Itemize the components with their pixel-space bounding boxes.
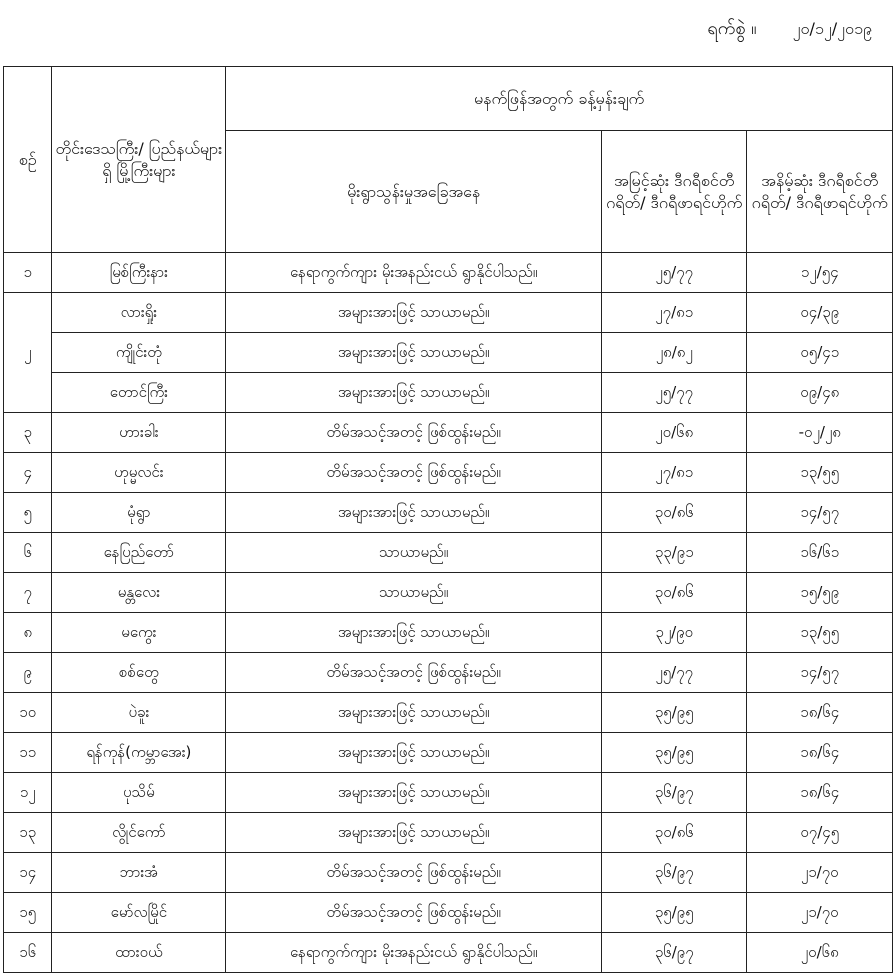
row-serial: ၁၅ bbox=[4, 893, 52, 933]
row-city: လွိုင်ကော် bbox=[52, 813, 226, 853]
row-city: မော်လမြိုင် bbox=[52, 893, 226, 933]
row-city: ဟုမ္မလင်း bbox=[52, 453, 226, 493]
row-min-temp: ၁၅/၅၉ bbox=[747, 573, 893, 613]
table-row bbox=[4, 453, 893, 493]
date-label: ရက်စွဲ ။ bbox=[707, 18, 757, 39]
header-condition: မိုးရွာသွန်းမှုအခြေအနေ bbox=[226, 131, 602, 253]
row-serial: ၉ bbox=[4, 653, 52, 693]
row-min-temp: -၀၂/၂၈ bbox=[747, 413, 893, 453]
row-city: မန္တလေး bbox=[52, 573, 226, 613]
row-serial: ၁၄ bbox=[4, 853, 52, 893]
table-row bbox=[4, 613, 893, 653]
row-min-temp: ၀၄/၃၉ bbox=[747, 293, 893, 333]
row-city: စစ်တွေ bbox=[52, 653, 226, 693]
row-min-temp: ၁၆/၆၁ bbox=[747, 533, 893, 573]
row-serial: ၈ bbox=[4, 613, 52, 653]
row-serial: ၅ bbox=[4, 493, 52, 533]
table-row bbox=[4, 853, 893, 893]
row-max-temp: ၃၅/၉၅ bbox=[602, 693, 747, 733]
row-city: ထားဝယ် bbox=[52, 933, 226, 973]
row-serial: ၃ bbox=[4, 413, 52, 453]
row-max-temp: ၂၅/၇၇ bbox=[602, 373, 747, 413]
row-condition: အများအားဖြင့် သာယာမည်။ bbox=[226, 773, 602, 813]
row-max-temp: ၃၀/၈၆ bbox=[602, 813, 747, 853]
row-city: ပဲခူး bbox=[52, 693, 226, 733]
row-city: ပုသိမ် bbox=[52, 773, 226, 813]
header-city: တိုင်းဒေသကြီး/ ပြည်နယ်များရှိ မြို့ကြီးများ bbox=[52, 67, 226, 253]
header-min-temp: အနိမ့်ဆုံး ဒီဂရီစင်တီဂရိတ်/ ဒီဂရီဖာရင်ဟိုက် bbox=[747, 131, 893, 253]
table-row bbox=[4, 733, 893, 773]
row-min-temp: ၂၀/၆၈ bbox=[747, 933, 893, 973]
table-row bbox=[4, 333, 893, 373]
row-max-temp: ၂၈/၈၂ bbox=[602, 333, 747, 373]
row-min-temp: ၁၈/၆၄ bbox=[747, 733, 893, 773]
row-condition: နေရာကွက်ကျား မိုးအနည်းငယ် ရွာနိုင်ပါသည်။ bbox=[226, 253, 602, 293]
row-condition: နေရာကွက်ကျား မိုးအနည်းငယ် ရွာနိုင်ပါသည်။ bbox=[226, 933, 602, 973]
table-row bbox=[4, 653, 893, 693]
table-row bbox=[4, 893, 893, 933]
row-min-temp: ၁၃/၅၅ bbox=[747, 453, 893, 493]
table-row bbox=[4, 413, 893, 453]
row-city: မြစ်ကြီးနား bbox=[52, 253, 226, 293]
row-max-temp: ၃၆/၉၇ bbox=[602, 773, 747, 813]
row-max-temp: ၂၅/၇၇ bbox=[602, 653, 747, 693]
row-condition: တိမ်အသင့်အတင့် ဖြစ်ထွန်းမည်။ bbox=[226, 413, 602, 453]
row-condition: သာယာမည်။ bbox=[226, 573, 602, 613]
row-city: နေပြည်တော် bbox=[52, 533, 226, 573]
row-min-temp: ၁၃/၅၅ bbox=[747, 613, 893, 653]
report-date bbox=[707, 16, 872, 43]
row-serial: ၆ bbox=[4, 533, 52, 573]
row-max-temp: ၃၂/၉၀ bbox=[602, 613, 747, 653]
row-min-temp: ၀၉/၄၈ bbox=[747, 373, 893, 413]
table-row bbox=[4, 533, 893, 573]
row-city: မကွေး bbox=[52, 613, 226, 653]
table-row bbox=[4, 813, 893, 853]
row-max-temp: ၃၅/၉၅ bbox=[602, 893, 747, 933]
header-max-temp: အမြင့်ဆုံး ဒီဂရီစင်တီဂရိတ်/ ဒီဂရီဖာရင်ဟိုက် bbox=[602, 131, 747, 253]
row-serial: ၁၂ bbox=[4, 773, 52, 813]
row-max-temp: ၃၀/၈၆ bbox=[602, 573, 747, 613]
table-row bbox=[4, 573, 893, 613]
row-serial: ၁၀ bbox=[4, 693, 52, 733]
row-min-temp: ၂၁/၇၀ bbox=[747, 893, 893, 933]
row-serial: ၄ bbox=[4, 453, 52, 493]
row-max-temp: ၃၆/၉၇ bbox=[602, 853, 747, 893]
row-max-temp: ၂၇/၈၁ bbox=[602, 453, 747, 493]
row-city: ကျိုင်းတုံ bbox=[52, 333, 226, 373]
row-min-temp: ၂၁/၇၀ bbox=[747, 853, 893, 893]
row-condition: အများအားဖြင့် သာယာမည်။ bbox=[226, 373, 602, 413]
row-city: တောင်ကြီး bbox=[52, 373, 226, 413]
row-min-temp: ၁၄/၅၇ bbox=[747, 653, 893, 693]
table-row bbox=[4, 933, 893, 973]
row-condition: သာယာမည်။ bbox=[226, 533, 602, 573]
row-serial: ၁ bbox=[4, 253, 52, 293]
row-city: ဟားခါး bbox=[52, 413, 226, 453]
row-serial: ၂ bbox=[4, 293, 52, 413]
row-condition: အများအားဖြင့် သာယာမည်။ bbox=[226, 293, 602, 333]
row-serial: ၇ bbox=[4, 573, 52, 613]
table-row bbox=[4, 293, 893, 333]
row-condition: တိမ်အသင့်အတင့် ဖြစ်ထွန်းမည်။ bbox=[226, 853, 602, 893]
row-city: ရန်ကုန်(ကမ္ဘာအေး) bbox=[52, 733, 226, 773]
row-serial: ၁၆ bbox=[4, 933, 52, 973]
row-max-temp: ၂၅/၇၇ bbox=[602, 253, 747, 293]
table-row bbox=[4, 373, 893, 413]
row-condition: တိမ်အသင့်အတင့် ဖြစ်ထွန်းမည်။ bbox=[226, 893, 602, 933]
date-value: ၂၀/၁၂/၂၀၁၉ bbox=[792, 19, 872, 38]
row-city: လားရှိုး bbox=[52, 293, 226, 333]
table-row bbox=[4, 773, 893, 813]
header-serial: စဉ် bbox=[4, 67, 52, 253]
row-min-temp: ၀၅/၄၁ bbox=[747, 333, 893, 373]
row-min-temp: ၁၈/၆၄ bbox=[747, 693, 893, 733]
row-condition: အများအားဖြင့် သာယာမည်။ bbox=[226, 693, 602, 733]
row-max-temp: ၃၀/၈၆ bbox=[602, 493, 747, 533]
row-max-temp: ၂၀/၆၈ bbox=[602, 413, 747, 453]
row-min-temp: ၁၄/၅၇ bbox=[747, 493, 893, 533]
row-condition: အများအားဖြင့် သာယာမည်။ bbox=[226, 493, 602, 533]
row-condition: အများအားဖြင့် သာယာမည်။ bbox=[226, 813, 602, 853]
row-serial: ၁၃ bbox=[4, 813, 52, 853]
table-row bbox=[4, 253, 893, 293]
row-condition: အများအားဖြင့် သာယာမည်။ bbox=[226, 333, 602, 373]
row-condition: အများအားဖြင့် သာယာမည်။ bbox=[226, 733, 602, 773]
row-min-temp: ၀၇/၄၅ bbox=[747, 813, 893, 853]
row-max-temp: ၃၃/၉၁ bbox=[602, 533, 747, 573]
header-forecast-group: မနက်ဖြန်အတွက် ခန့်မှန်းချက် bbox=[226, 67, 893, 131]
row-max-temp: ၃၅/၉၅ bbox=[602, 733, 747, 773]
table-row bbox=[4, 693, 893, 733]
row-city: ဘားအံ bbox=[52, 853, 226, 893]
row-serial: ၁၁ bbox=[4, 733, 52, 773]
row-max-temp: ၂၇/၈၁ bbox=[602, 293, 747, 333]
row-city: မုံရွာ bbox=[52, 493, 226, 533]
forecast-table-body bbox=[4, 253, 893, 973]
table-row bbox=[4, 493, 893, 533]
row-condition: အများအားဖြင့် သာယာမည်။ bbox=[226, 613, 602, 653]
row-condition: တိမ်အသင့်အတင့် ဖြစ်ထွန်းမည်။ bbox=[226, 653, 602, 693]
forecast-table bbox=[3, 66, 893, 973]
row-min-temp: ၁၈/၆၄ bbox=[747, 773, 893, 813]
row-condition: တိမ်အသင့်အတင့် ဖြစ်ထွန်းမည်။ bbox=[226, 453, 602, 493]
row-min-temp: ၁၂/၅၄ bbox=[747, 253, 893, 293]
row-max-temp: ၃၆/၉၇ bbox=[602, 933, 747, 973]
